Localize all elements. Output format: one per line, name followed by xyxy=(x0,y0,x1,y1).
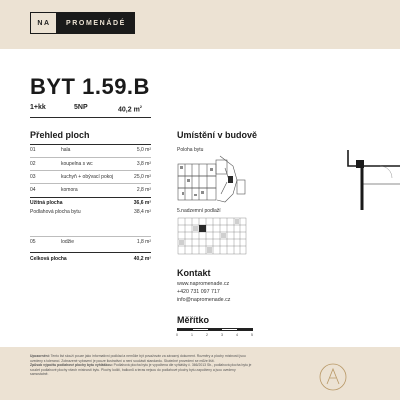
row-divider xyxy=(30,236,151,237)
floor-area-value: 38,4 m² xyxy=(134,209,151,215)
brand-logo[interactable] xyxy=(30,12,135,34)
apartment-highlight xyxy=(228,176,233,183)
room-name: komora xyxy=(61,187,78,193)
row-divider xyxy=(30,170,151,171)
room-area: 2,8 m² xyxy=(136,187,151,193)
scale-tick: 2 xyxy=(206,333,208,337)
room-area: 25,0 m² xyxy=(134,174,151,180)
room-area: 3,8 m² xyxy=(136,161,151,167)
room-number: 03 xyxy=(30,174,36,180)
apartment-title: BYT 1.59.B xyxy=(30,74,150,99)
room-row xyxy=(30,186,151,195)
logo-promenade: PROMENÁDÉ xyxy=(57,12,135,34)
room-number: 04 xyxy=(30,187,36,193)
contact-web-link[interactable]: www.napromenade.cz xyxy=(177,281,230,287)
scale-bar xyxy=(177,328,253,331)
apartment-layout: 1+kk xyxy=(30,104,46,111)
room-area: 5,0 m² xyxy=(136,147,151,153)
disclaimer-method-text: Podlahová plocha bytu je vypočtena dle vyhlášky č. 366/2013 Sb., podlahová plocha bytu je součet podlahové plochy všech místností bytu. Plochy lodžií, balkonů a teras nejsou do podlahové plochy bytu započteny a jsou uvedeny samostatně. xyxy=(30,363,252,377)
usable-area-row xyxy=(30,199,151,208)
overview-divider xyxy=(30,144,151,145)
brand-seal-icon xyxy=(318,362,348,392)
disclaimer-method xyxy=(30,363,252,377)
scale-ticks xyxy=(175,333,255,338)
disclaimer-method-title: Způsob výpočtu podlahové plochy bytu vyhláškou: xyxy=(30,363,113,368)
room-row xyxy=(30,160,151,169)
floor-area-label: Podlahová plocha bytu xyxy=(30,209,81,215)
usable-area-label: Užitná plocha xyxy=(30,200,63,206)
subtotal-divider xyxy=(30,197,151,198)
building-elevation xyxy=(177,216,247,256)
floor-highlight xyxy=(199,225,206,232)
loggia-row xyxy=(30,238,151,247)
room-row xyxy=(30,146,151,155)
floor-label: 5.nadzemní podlaží xyxy=(177,208,221,214)
total-area-label: Celková plocha xyxy=(30,256,67,262)
position-label: Poloha bytu xyxy=(177,147,204,153)
loggia-area: 1,8 m² xyxy=(136,239,151,245)
contact-email-link[interactable]: info@napromenade.cz xyxy=(177,297,231,303)
loggia-name: lodžie xyxy=(61,239,75,245)
disclaimer-note-title: Upozornění: xyxy=(30,354,50,358)
room-name: hala xyxy=(61,147,71,153)
total-area-value: 40,2 m² xyxy=(133,256,151,262)
room-name: kuchyň + obývací pokoj xyxy=(61,174,114,180)
disclaimer-note xyxy=(30,354,252,363)
apartment-area xyxy=(118,104,142,113)
contact-heading: Kontakt xyxy=(177,268,211,278)
scale-tick: 0 xyxy=(176,333,178,337)
total-area-row xyxy=(30,255,151,264)
room-number: 02 xyxy=(30,161,36,167)
scale-tick: 4 xyxy=(236,333,238,337)
row-divider xyxy=(30,157,151,158)
location-heading: Umístění v budově xyxy=(177,130,258,140)
logo-na: NA xyxy=(30,12,57,34)
row-divider xyxy=(30,183,151,184)
total-divider xyxy=(30,252,151,253)
scale-tick: 3 xyxy=(221,333,223,337)
disclaimer xyxy=(30,354,252,377)
loggia-number: 05 xyxy=(30,239,36,245)
disclaimer-note-text: Tento list slouží pouze jako informativní podklad a nemůže být považován za závazný dokument. Rozměry a plochy místností jsou uvedeny s tolerancí. Zobrazené vybavení je pouze ilustrativní a není součástí standardu. Skutečné provedení se může lišit. xyxy=(30,354,246,363)
usable-area-value: 36,6 m² xyxy=(133,200,151,206)
overview-heading: Přehled ploch xyxy=(30,130,90,140)
divider-top xyxy=(30,117,151,118)
apartment-floor-plan xyxy=(340,150,400,210)
building-floor-plan xyxy=(177,154,247,206)
scale-tick: 5 xyxy=(251,333,253,337)
room-row xyxy=(30,173,151,182)
room-number: 01 xyxy=(30,147,36,153)
apartment-area-sup: 2 xyxy=(139,104,143,109)
header-band xyxy=(0,0,400,49)
contact-phone-link[interactable]: +420 731 097 717 xyxy=(177,289,220,295)
floor-area-row xyxy=(30,208,151,217)
apartment-floor: 5NP xyxy=(74,104,88,111)
room-name: koupelna s wc xyxy=(61,161,93,167)
apartment-area-value: 40,2 m xyxy=(118,106,140,114)
scale-tick: 1 xyxy=(191,333,193,337)
scale-heading: Měřítko xyxy=(177,315,210,325)
